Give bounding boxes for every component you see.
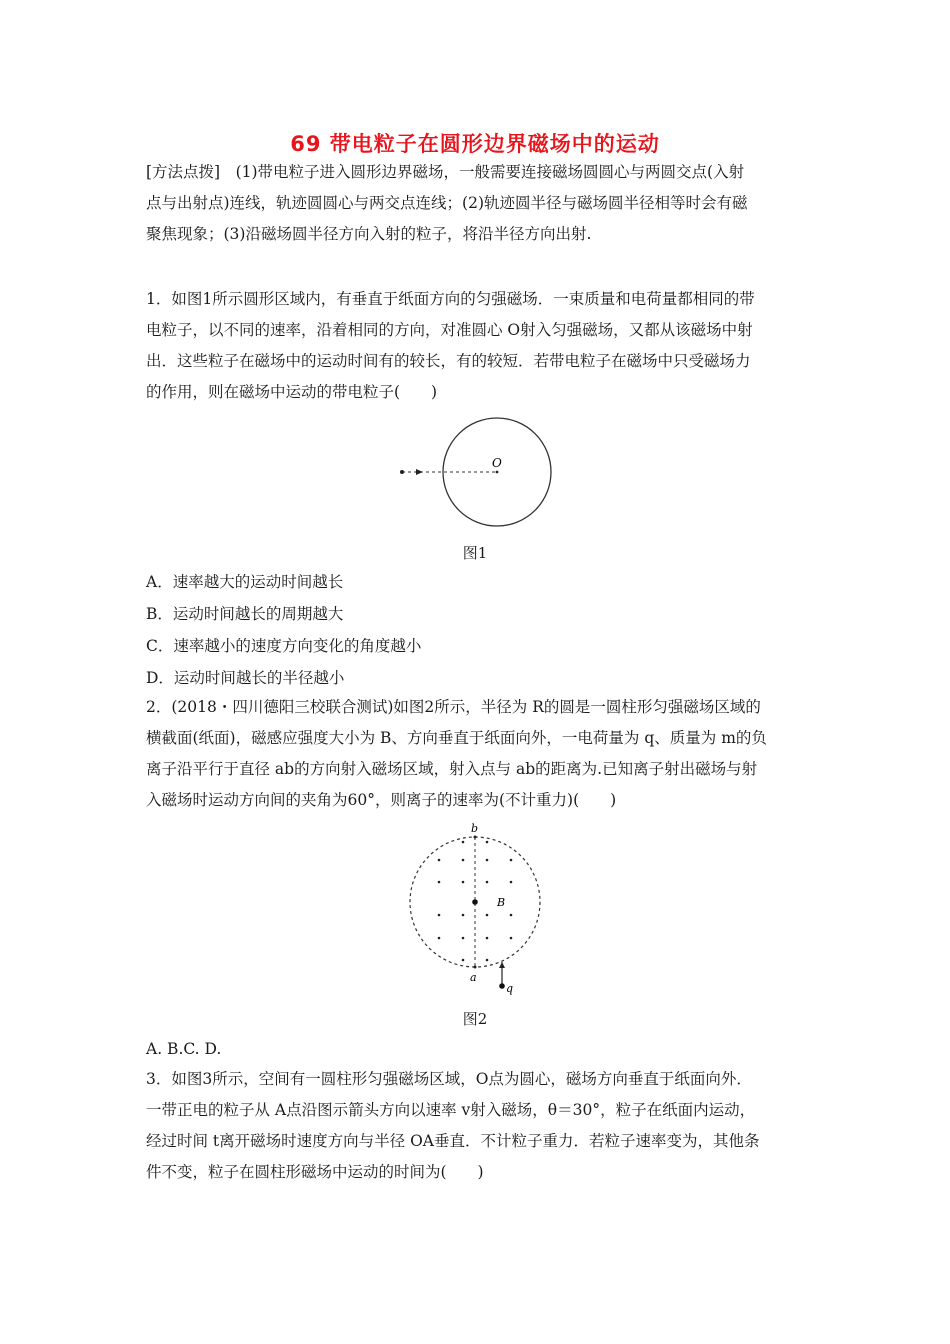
question-3-stem [146, 1064, 814, 1188]
question-line: 电粒子，以不同的速率，沿着相同的方向，对准圆心 O射入匀强磁场，又都从该磁场中射 [146, 321, 753, 339]
method-line: 聚焦现象；(3)沿磁场圆半径方向入射的粒子，将沿半径方向出射. [146, 225, 592, 243]
question-line: 出．这些粒子在磁场中的运动时间有的较长，有的较短．若带电粒子在磁场中只受磁场力 [146, 352, 751, 370]
method-line: [方法点拨] (1)带电粒子进入圆形边界磁场，一般需要连接磁场圆圆心与两圆交点(入射 [146, 163, 745, 181]
circle-center-dot [472, 899, 478, 905]
question-line: 入磁场时运动方向间的夹角为60°，则离子的速率为(不计重力)( ) [146, 791, 617, 809]
ion-dot [499, 983, 505, 989]
question-line: 一带正电的粒子从 A点沿图示箭头方向以速率 v射入磁场，θ＝30°，粒子在纸面内运动， [146, 1101, 756, 1119]
velocity-arrow-icon [499, 962, 505, 968]
question-1-option-b: B．运动时间越长的周期越大 [146, 605, 344, 623]
method-line: 点与出射点)连线，轨迹圆圆心与两交点连线；(2)轨迹圆半径与磁场圆半径相等时会有磁 [146, 194, 748, 212]
figure-2-caption: 图2 [462, 1010, 488, 1028]
question-line: 的作用，则在磁场中运动的带电粒子( ) [146, 383, 438, 401]
point-a-dot [474, 966, 477, 969]
center-point [496, 471, 499, 474]
method-tips [146, 157, 814, 250]
question-1-option-c: C．速率越小的速度方向变化的角度越小 [146, 637, 422, 655]
question-1-option-d: D．运动时间越长的半径越小 [146, 669, 345, 687]
label-b: b [471, 822, 479, 835]
question-line: 横截面(纸面)，磁感应强度大小为 B、方向垂直于纸面向外，一电荷量为 q、质量为 m的负 [146, 729, 767, 747]
center-label: O [492, 456, 502, 470]
question-line: 3．如图3所示，空间有一圆柱形匀强磁场区域，O点为圆心，磁场方向垂直于纸面向外． [146, 1070, 752, 1088]
particle-dot [400, 470, 404, 474]
question-2-options: A. B.C. D. [146, 1040, 222, 1058]
figure-1-caption: 图1 [462, 544, 488, 562]
question-line: 经过时间 t离开磁场时速度方向与半径 OA垂直．不计粒子重力．若粒子速率变为，其他条 [146, 1132, 760, 1150]
velocity-arrow-icon [416, 469, 423, 475]
question-line: 离子沿平行于直径 ab的方向射入磁场区域，射入点与 ab的距离为.已知离子射出磁场与射 [146, 760, 758, 778]
figure-1-diagram [390, 412, 570, 532]
label-charge-q: q [506, 982, 514, 995]
page-title: 69 带电粒子在圆形边界磁场中的运动 [290, 132, 660, 156]
question-line: 件不变，粒子在圆柱形磁场中运动的时间为( ) [146, 1163, 484, 1181]
point-b-dot [474, 836, 477, 839]
question-line: 2．(2018・四川德阳三校联合测试)如图2所示，半径为 R的圆是一圆柱形匀强磁场区域的 [146, 698, 761, 716]
question-2-stem [146, 692, 814, 816]
question-1-stem [146, 284, 814, 408]
question-line: 1．如图1所示圆形区域内，有垂直于纸面方向的匀强磁场．一束质量和电荷量都相同的带 [146, 290, 755, 308]
question-1-option-a: A．速率越大的运动时间越长 [146, 573, 344, 591]
label-a: a [470, 971, 477, 984]
label-field-B: B [497, 896, 506, 909]
figure-2-diagram [400, 820, 550, 998]
